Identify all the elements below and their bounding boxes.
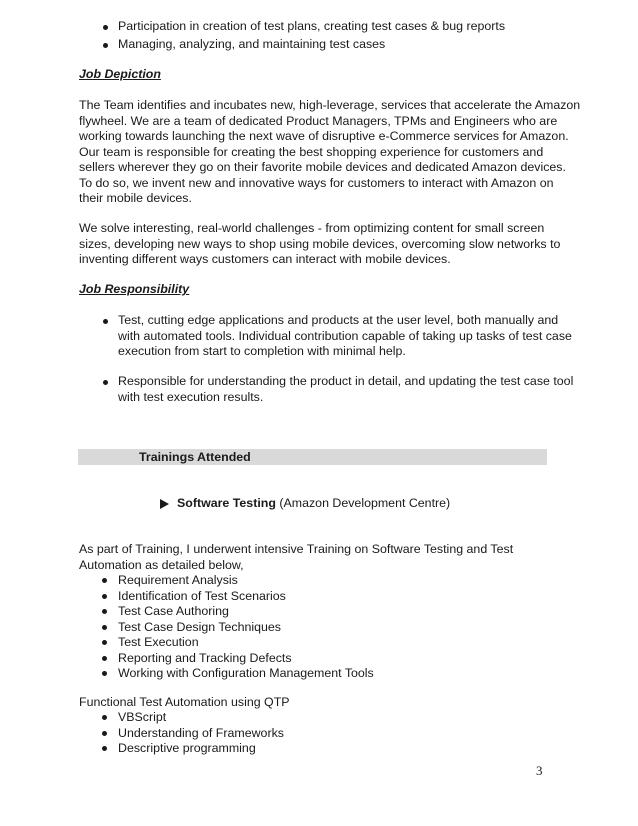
list-item: Participation in creation of test plans, creating test cases & bug reports	[118, 19, 505, 37]
arrow-bullet-icon	[160, 499, 169, 509]
bullet-icon	[102, 640, 107, 645]
list-item: Reporting and Tracking Defects	[118, 651, 374, 667]
job-depiction-paragraph-2: We solve interesting, real-world challenges - from optimizing content for small screen sizes, developing new ways to shop using mobile devices, overcoming slow networks to inventing different ways customers can interact with mobile devices.	[79, 221, 561, 266]
list-item: Descriptive programming	[118, 741, 284, 757]
bullet-icon	[102, 609, 107, 614]
bullet-icon	[102, 715, 107, 720]
list-item: Identification of Test Scenarios	[118, 589, 374, 605]
list-item: VBScript	[118, 710, 284, 726]
bullet-icon	[102, 656, 107, 661]
list-item: Working with Configuration Management Tools	[118, 666, 374, 682]
job-depiction-paragraph-1: The Team identifies and incubates new, high-leverage, services that accelerate the Amazon flywheel. We are a team of dedicated Product Managers, TPMs and Engineers who are working towards launching the next wave of disruptive e-Commerce services for Amazon. Our team is responsible for creating the best shopping experience for customers and sellers wherever they go on their favorite mobile devices and dedicated Amazon devices. To do so, we invent new and innovative ways for customers to interact with Amazon on their mobile devices.	[79, 98, 581, 205]
qtp-heading: Functional Test Automation using QTP	[79, 695, 290, 709]
list-item: Test Execution	[118, 635, 374, 651]
job-responsibility-heading: Job Responsibility	[79, 282, 190, 296]
top-bullet-list	[118, 19, 505, 55]
page-number: 3	[536, 763, 543, 778]
trainings-banner	[78, 449, 547, 465]
list-item: Requirement Analysis	[118, 573, 374, 589]
course-line	[177, 496, 450, 512]
responsibility-item: Test, cutting edge applications and products at the user level, both manually and with automated tools. Individual contribution capable of taking up tasks of test case execution from start to completion with minimal help.	[118, 313, 572, 360]
bullet-icon	[102, 746, 107, 751]
bullet-icon	[103, 43, 108, 48]
list-item: Test Case Design Techniques	[118, 620, 374, 636]
bullet-icon	[102, 625, 107, 630]
list-item: Understanding of Frameworks	[118, 726, 284, 742]
trainings-banner-title: Trainings Attended	[139, 450, 251, 464]
list-item: Test Case Authoring	[118, 604, 374, 620]
bullet-icon	[103, 380, 108, 385]
bullet-icon	[102, 578, 107, 583]
bullet-icon	[102, 671, 107, 676]
course-org: (Amazon Development Centre)	[279, 496, 451, 510]
bullet-icon	[103, 319, 108, 324]
bullet-icon	[102, 594, 107, 599]
bullet-icon	[102, 731, 107, 736]
training-topic-list	[118, 573, 374, 682]
qtp-topic-list	[118, 710, 284, 757]
training-intro: As part of Training, I underwent intensive Training on Software Testing and Test Automation as detailed below,	[79, 542, 514, 572]
list-item: Managing, analyzing, and maintaining test cases	[118, 37, 505, 55]
job-depiction-heading: Job Depiction	[79, 67, 161, 81]
course-title: Software Testing	[177, 496, 276, 510]
responsibility-item: Responsible for understanding the product in detail, and updating the test case tool with test execution results.	[118, 374, 573, 405]
bullet-icon	[103, 25, 108, 30]
